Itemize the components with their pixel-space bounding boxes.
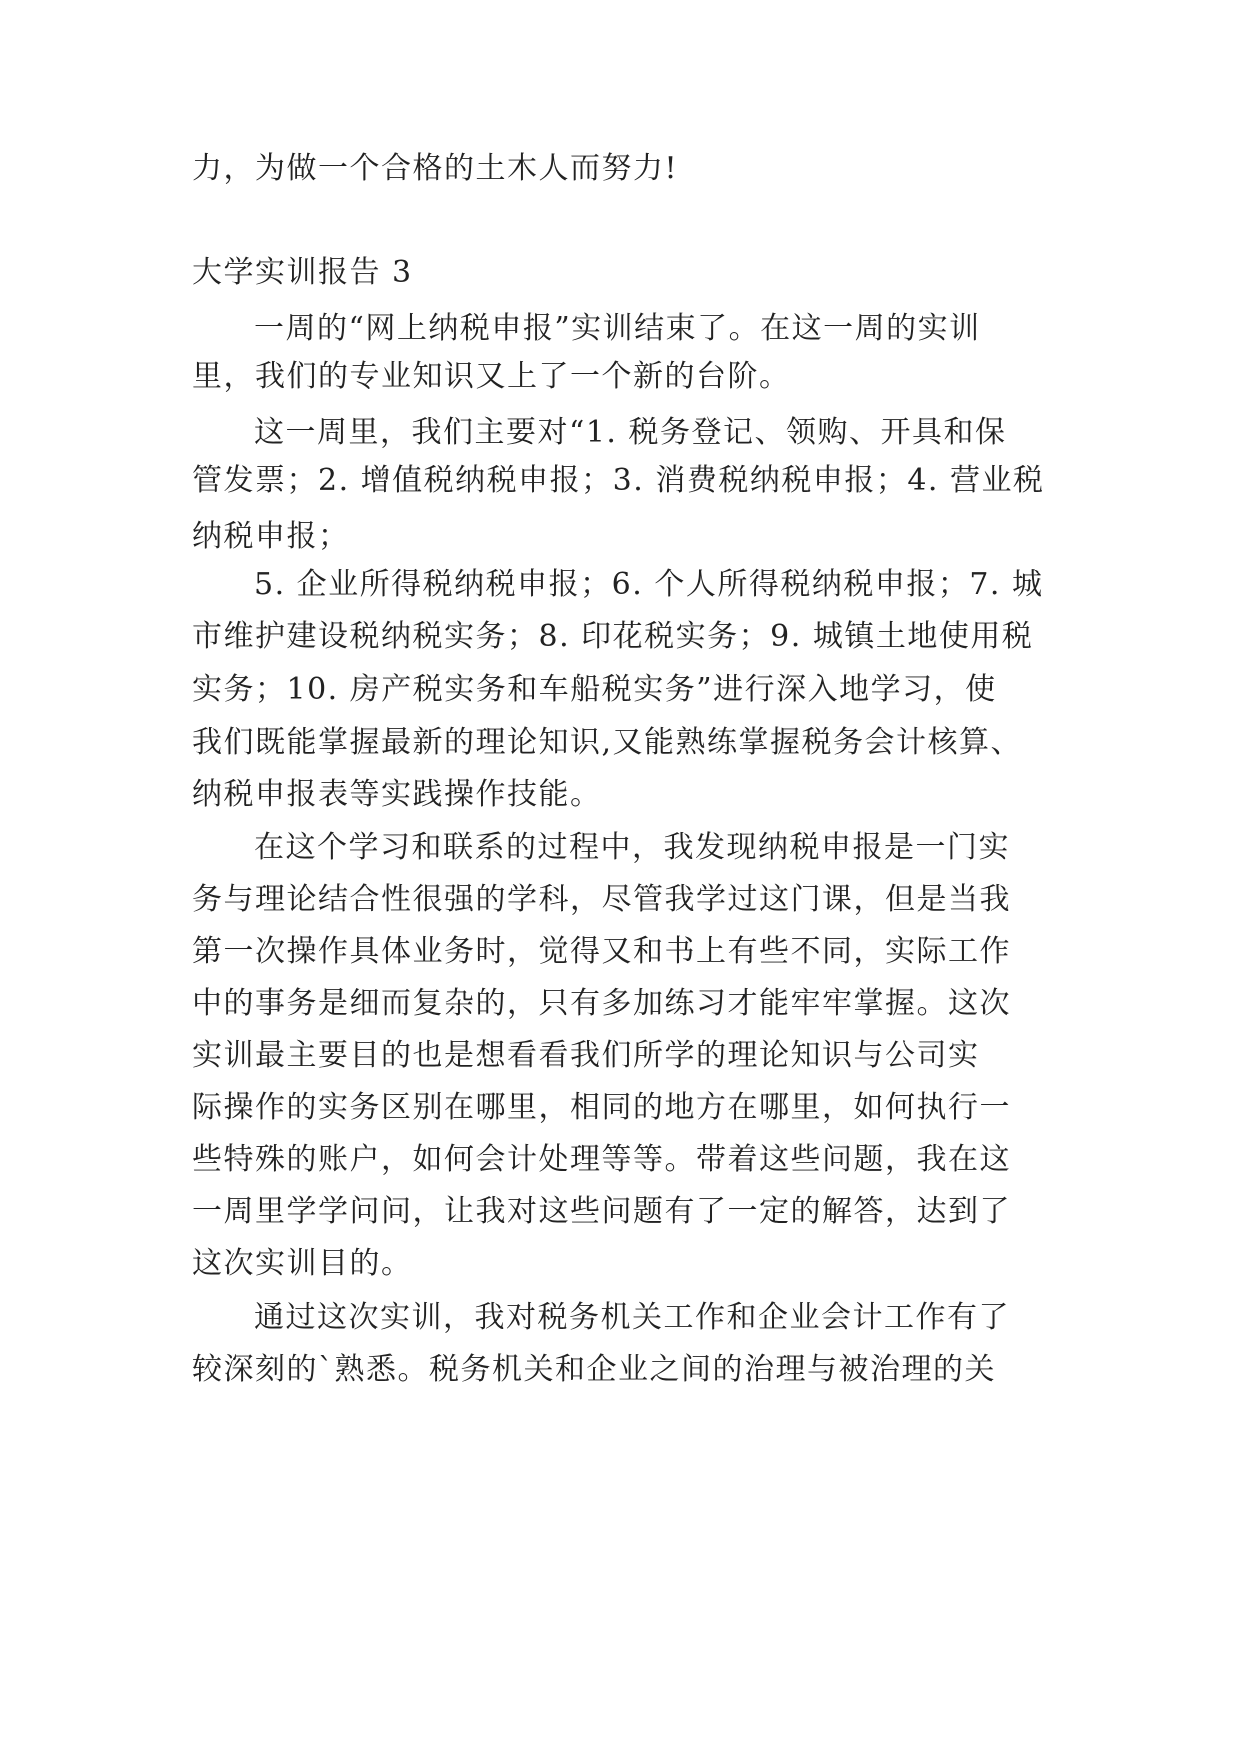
paragraph-line: 实训最主要目的也是想看看我们所学的理论知识与公司实 — [192, 1038, 980, 1073]
paragraph-line: 一周里学学问问，让我对这些问题有了一定的解答，达到了 — [192, 1194, 1011, 1229]
paragraph-line: 这一周里，我们主要对“1. 税务登记、领购、开具和保 — [254, 415, 1007, 450]
paragraph-line: 务与理论结合性很强的学科，尽管我学过这门课，但是当我 — [192, 882, 1011, 917]
paragraph-line: 里，我们的专业知识又上了一个新的台阶。 — [192, 359, 791, 394]
text-line: 力，为做一个合格的土木人而努力! — [192, 151, 679, 186]
paragraph-line: 际操作的实务区别在哪里，相同的地方在哪里，如何执行一 — [192, 1090, 1011, 1125]
paragraph-line: 较深刻的`熟悉。税务机关和企业之间的治理与被治理的关 — [192, 1352, 996, 1387]
paragraph-line: 纳税申报； — [192, 519, 350, 554]
paragraph-line: 通过这次实训，我对税务机关工作和企业会计工作有了 — [254, 1300, 1010, 1335]
paragraph-line: 纳税申报表等实践操作技能。 — [192, 777, 602, 812]
paragraph-line: 我们既能掌握最新的理论知识,又能熟练掌握税务会计核算、 — [192, 725, 1023, 760]
paragraph-line: 中的事务是细而复杂的，只有多加练习才能牢牢掌握。这次 — [192, 986, 1011, 1021]
paragraph-line: 5. 企业所得税纳税申报；6. 个人所得税纳税申报；7. 城 — [254, 567, 1044, 602]
paragraph-line: 第一次操作具体业务时，觉得又和书上有些不同，实际工作 — [192, 934, 1011, 969]
paragraph-line: 实务；10. 房产税实务和车船税实务”进行深入地学习，使 — [192, 672, 997, 707]
paragraph-line: 在这个学习和联系的过程中，我发现纳税申报是一门实 — [254, 830, 1010, 865]
paragraph-line: 市维护建设税纳税实务；8. 印花税实务；9. 城镇土地使用税 — [192, 619, 1034, 654]
paragraph-line: 一周的“网上纳税申报”实训结束了。在这一周的实训 — [254, 311, 981, 346]
paragraph-line: 些特殊的账户，如何会计处理等等。带着这些问题，我在这 — [192, 1142, 1011, 1177]
paragraph-line: 这次实训目的。 — [192, 1246, 413, 1281]
section-heading: 大学实训报告 3 — [192, 255, 413, 290]
paragraph-line: 管发票；2. 增值税纳税申报；3. 消费税纳税申报；4. 营业税 — [192, 463, 1045, 498]
